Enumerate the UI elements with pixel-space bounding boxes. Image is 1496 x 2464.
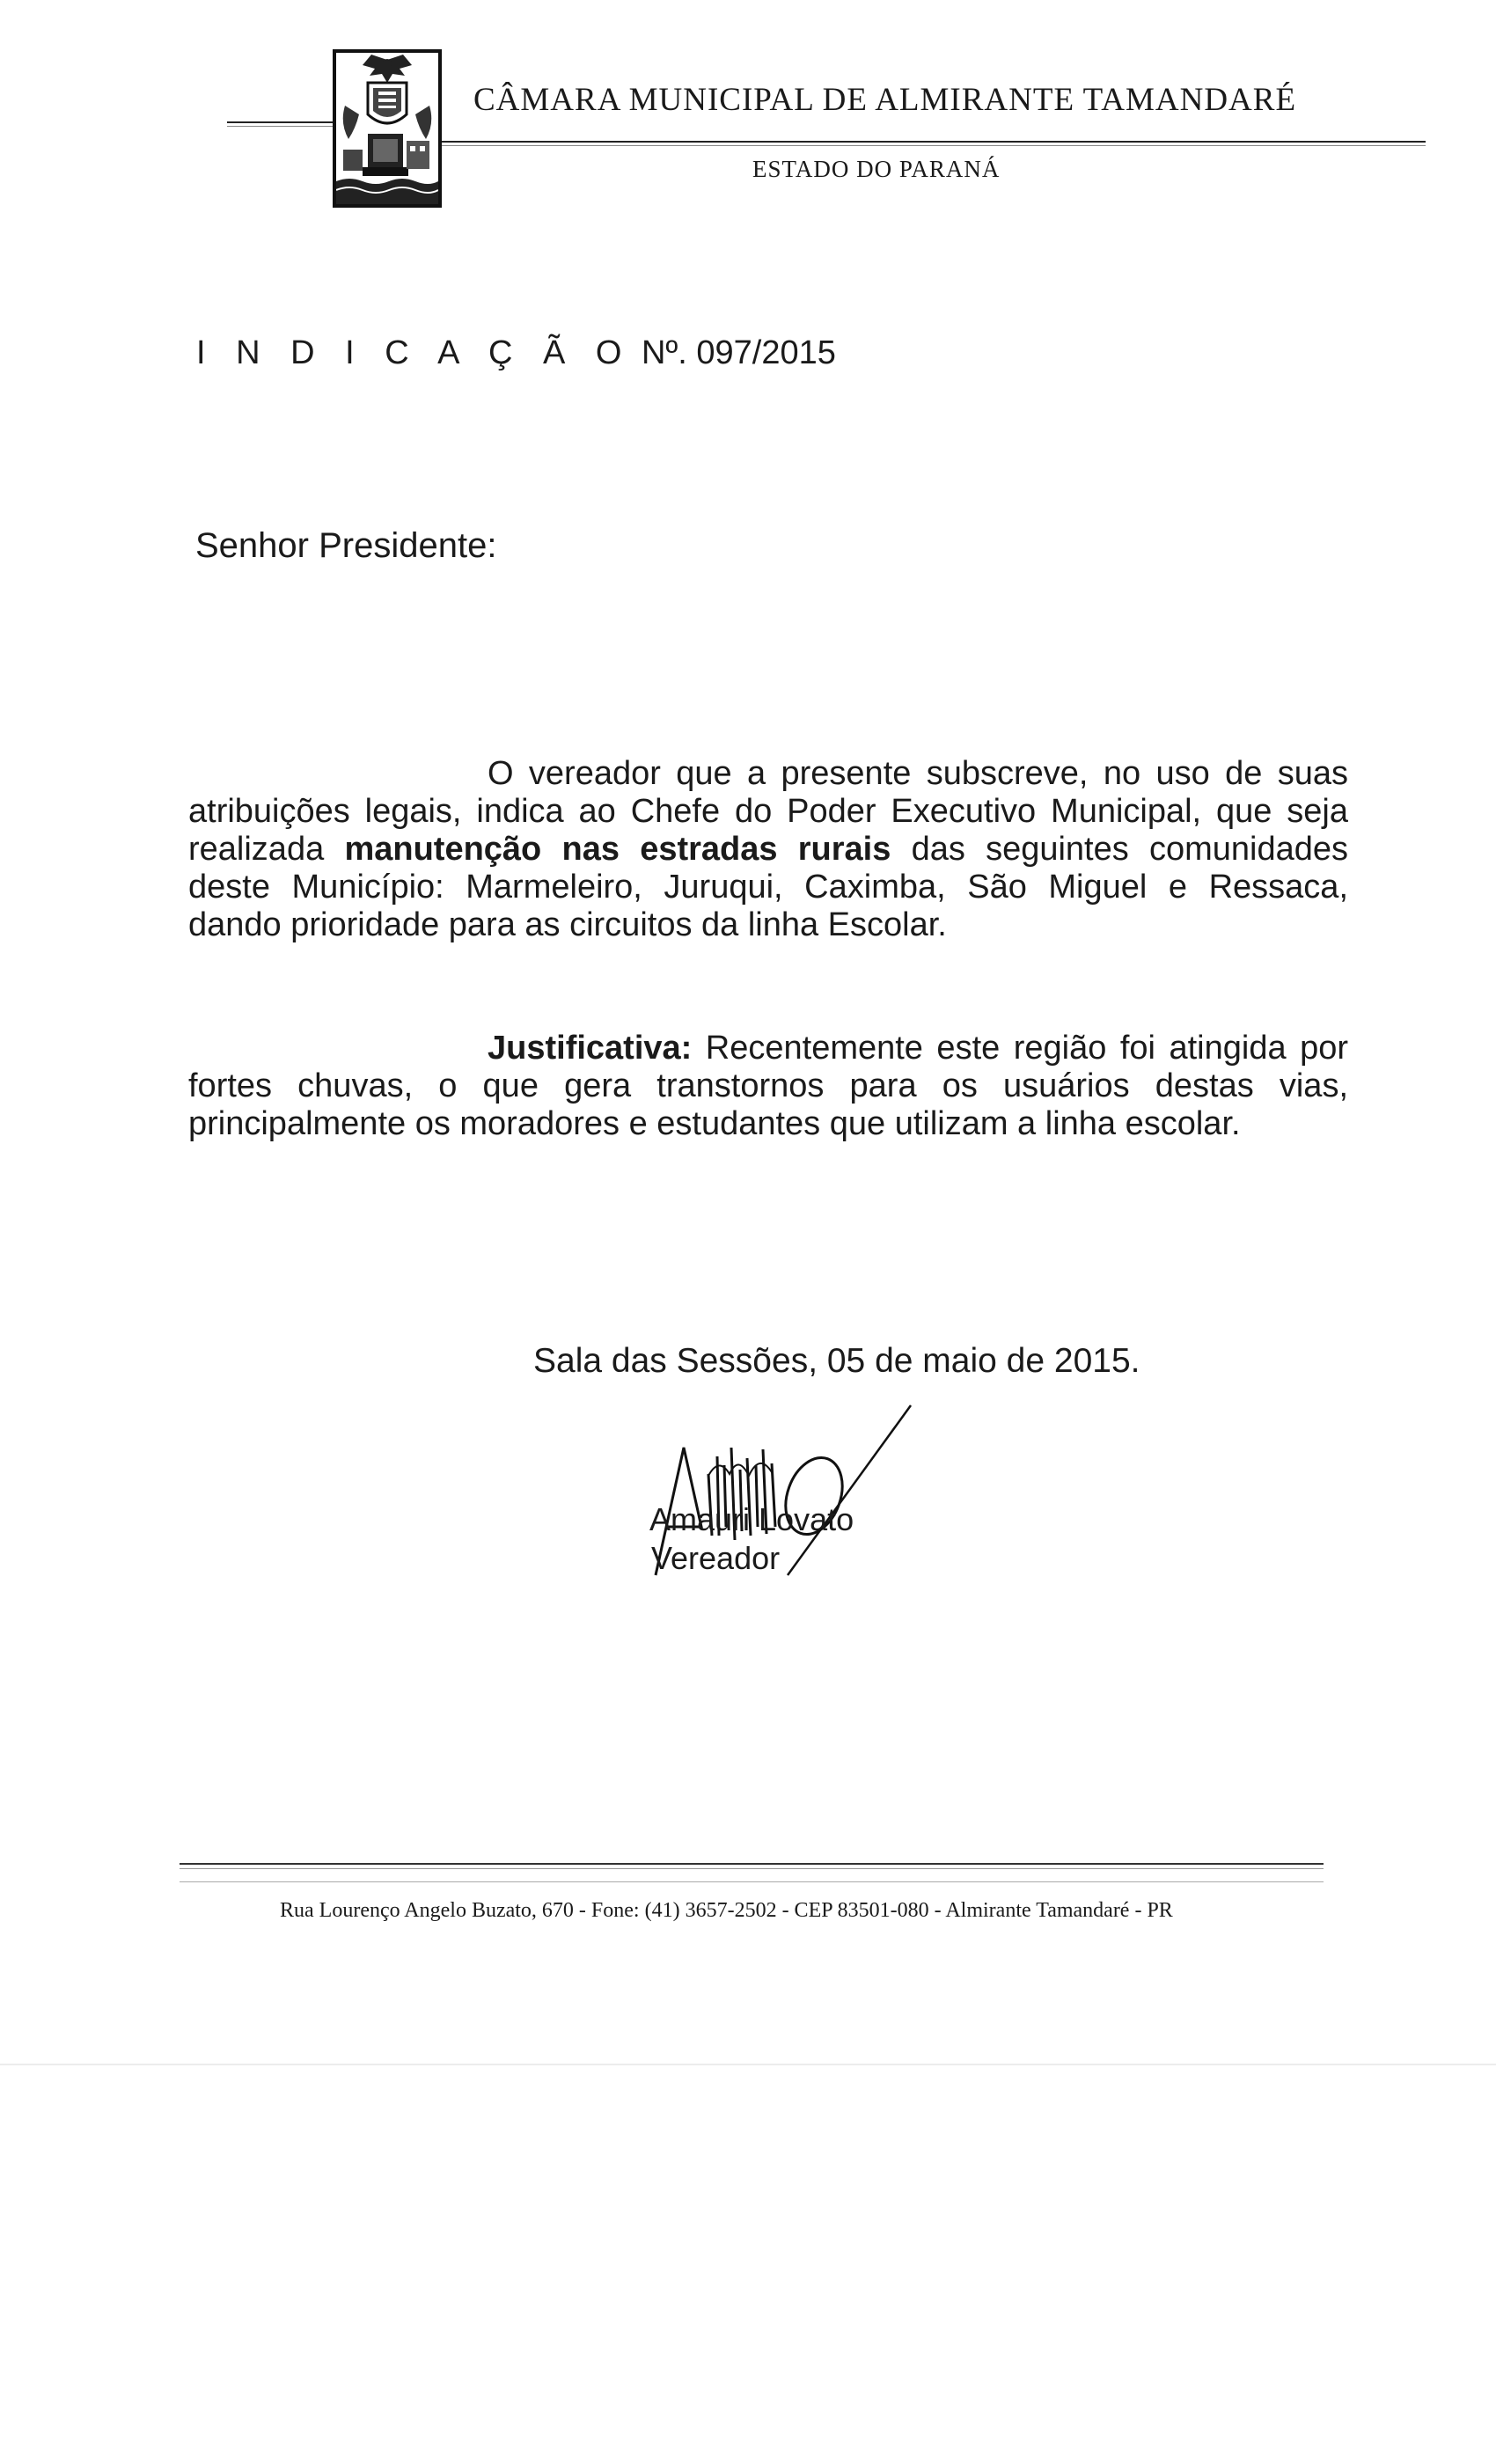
body-text-start: O vereador que a presente subscreve, no uso de suas atribuições legais, indica ao Chefe do Poder Executivo Municipal, que seja realizada (188, 755, 1348, 868)
institution-state: ESTADO DO PARANÁ (752, 156, 1001, 182)
justification-text: Recentemente este região foi atingida por fortes chuvas, o que gera transtornos para os usuários destas vias, principalmente os moradores e estudantes que utilizam a linha escolar. (188, 1030, 1348, 1142)
footer-address: Rua Lourenço Angelo Buzato, 670 - Fone: (41) 3657-2502 - CEP 83501-080 - Almirante Tamandaré - PR (280, 1899, 1173, 1922)
salutation: Senhor Presidente: (195, 526, 497, 565)
document-reference (196, 334, 836, 372)
header-rule-left (227, 121, 334, 127)
signer-role: Vereador (651, 1540, 781, 1576)
footer-rule (180, 1863, 1324, 1869)
body-text-emphasis: manutenção nas estradas rurais (344, 831, 891, 868)
institution-name: CÂMARA MUNICIPAL DE ALMIRANTE TAMANDARÉ (473, 82, 1297, 118)
municipal-crest-icon (333, 49, 442, 208)
signer-name: Amauri Lovato (649, 1501, 854, 1537)
justification-label: Justificativa: (488, 1030, 693, 1067)
body-text-end: das seguintes comunidades deste Município: Marmeleiro, Juruqui, Caximba, São Miguel e Ressaca, dando prioridade para as circuitos da linha Escolar. (188, 831, 1348, 943)
justification-paragraph (188, 1030, 1348, 1143)
header-rule-right (442, 141, 1426, 146)
place-date: Sala das Sessões, 05 de maio de 2015. (533, 1342, 1140, 1380)
document-ref-number: Nº. 097/2015 (641, 334, 836, 371)
footer-rule-thin (180, 1881, 1324, 1882)
indication-body (188, 755, 1348, 944)
document-ref-label: I N D I C A Ç Ã O (196, 334, 633, 371)
